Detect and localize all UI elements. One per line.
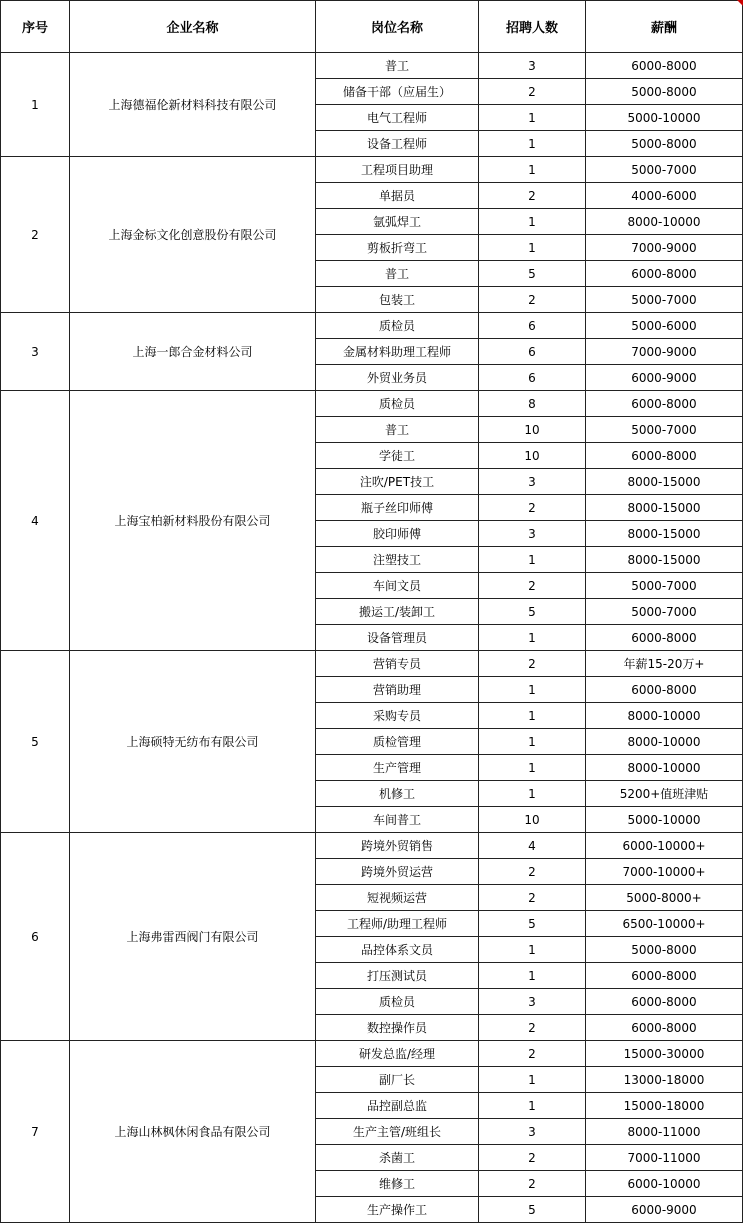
salary: 5000-7000 [586, 157, 743, 183]
headcount: 2 [479, 1145, 586, 1171]
table-row [1, 313, 743, 339]
salary: 6000-8000 [586, 391, 743, 417]
company-index: 5 [1, 651, 70, 833]
position-name: 副厂长 [316, 1067, 479, 1093]
position-name: 生产主管/班组长 [316, 1119, 479, 1145]
headcount: 5 [479, 911, 586, 937]
position-name: 搬运工/装卸工 [316, 599, 479, 625]
position-name: 瓶子丝印师傅 [316, 495, 479, 521]
headcount: 6 [479, 313, 586, 339]
position-name: 单据员 [316, 183, 479, 209]
headcount: 1 [479, 677, 586, 703]
salary: 8000-10000 [586, 755, 743, 781]
position-name: 质检员 [316, 313, 479, 339]
salary: 8000-15000 [586, 495, 743, 521]
headcount: 1 [479, 131, 586, 157]
salary: 8000-10000 [586, 703, 743, 729]
salary: 7000-9000 [586, 235, 743, 261]
position-name: 生产管理 [316, 755, 479, 781]
headcount: 1 [479, 1067, 586, 1093]
salary: 6000-8000 [586, 963, 743, 989]
company-name: 上海一郎合金材料公司 [70, 313, 316, 391]
position-name: 剪板折弯工 [316, 235, 479, 261]
headcount: 3 [479, 989, 586, 1015]
company-name: 上海弗雷西阀门有限公司 [70, 833, 316, 1041]
headcount: 2 [479, 885, 586, 911]
table-row [1, 833, 743, 859]
table-row [1, 1041, 743, 1067]
salary: 5000-7000 [586, 417, 743, 443]
headcount: 5 [479, 261, 586, 287]
company-name: 上海山林枫休闲食品有限公司 [70, 1041, 316, 1223]
headcount: 1 [479, 1093, 586, 1119]
headcount: 3 [479, 1119, 586, 1145]
headcount: 2 [479, 859, 586, 885]
position-name: 普工 [316, 53, 479, 79]
company-index: 6 [1, 833, 70, 1041]
salary: 6000-8000 [586, 261, 743, 287]
salary: 7000-9000 [586, 339, 743, 365]
position-name: 车间文员 [316, 573, 479, 599]
salary: 5000-7000 [586, 287, 743, 313]
position-name: 跨境外贸运营 [316, 859, 479, 885]
headcount: 1 [479, 235, 586, 261]
salary: 5000-10000 [586, 105, 743, 131]
header-headcount: 招聘人数 [479, 1, 586, 53]
headcount: 1 [479, 963, 586, 989]
header-salary: 薪酬 [586, 1, 743, 53]
headcount: 8 [479, 391, 586, 417]
position-name: 营销助理 [316, 677, 479, 703]
salary: 6000-8000 [586, 443, 743, 469]
company-name: 上海硕特无纺布有限公司 [70, 651, 316, 833]
salary: 4000-6000 [586, 183, 743, 209]
salary: 5000-10000 [586, 807, 743, 833]
salary: 8000-15000 [586, 547, 743, 573]
salary: 6000-8000 [586, 989, 743, 1015]
position-name: 跨境外贸销售 [316, 833, 479, 859]
salary: 6000-9000 [586, 365, 743, 391]
headcount: 5 [479, 1197, 586, 1223]
salary: 8000-10000 [586, 729, 743, 755]
headcount: 10 [479, 417, 586, 443]
position-name: 工程项目助理 [316, 157, 479, 183]
header-row [1, 1, 743, 53]
table-row [1, 651, 743, 677]
position-name: 金属材料助理工程师 [316, 339, 479, 365]
headcount: 1 [479, 209, 586, 235]
salary: 6000-8000 [586, 677, 743, 703]
headcount: 2 [479, 651, 586, 677]
position-name: 储备干部（应届生） [316, 79, 479, 105]
headcount: 1 [479, 781, 586, 807]
headcount: 5 [479, 599, 586, 625]
headcount: 6 [479, 339, 586, 365]
company-index: 4 [1, 391, 70, 651]
header-company: 企业名称 [70, 1, 316, 53]
position-name: 质检员 [316, 391, 479, 417]
salary: 5000-8000 [586, 79, 743, 105]
position-name: 普工 [316, 417, 479, 443]
salary: 5000-6000 [586, 313, 743, 339]
company-index: 3 [1, 313, 70, 391]
company-index: 1 [1, 53, 70, 157]
headcount: 3 [479, 469, 586, 495]
position-name: 胶印师傅 [316, 521, 479, 547]
salary: 6000-8000 [586, 1015, 743, 1041]
headcount: 1 [479, 755, 586, 781]
headcount: 1 [479, 105, 586, 131]
salary: 6000-8000 [586, 53, 743, 79]
headcount: 2 [479, 1041, 586, 1067]
table-row [1, 157, 743, 183]
salary: 5000-8000+ [586, 885, 743, 911]
position-name: 氩弧焊工 [316, 209, 479, 235]
salary: 15000-18000 [586, 1093, 743, 1119]
position-name: 注吹/PET技工 [316, 469, 479, 495]
position-name: 品控体系文员 [316, 937, 479, 963]
position-name: 注塑技工 [316, 547, 479, 573]
company-name: 上海金标文化创意股份有限公司 [70, 157, 316, 313]
headcount: 1 [479, 157, 586, 183]
header-index: 序号 [1, 1, 70, 53]
salary: 7000-10000+ [586, 859, 743, 885]
position-name: 短视频运营 [316, 885, 479, 911]
position-name: 电气工程师 [316, 105, 479, 131]
salary: 13000-18000 [586, 1067, 743, 1093]
salary: 6000-8000 [586, 625, 743, 651]
position-name: 研发总监/经理 [316, 1041, 479, 1067]
headcount: 1 [479, 937, 586, 963]
company-index: 2 [1, 157, 70, 313]
position-name: 杀菌工 [316, 1145, 479, 1171]
salary: 5000-7000 [586, 599, 743, 625]
company-index: 7 [1, 1041, 70, 1223]
headcount: 2 [479, 183, 586, 209]
position-name: 设备管理员 [316, 625, 479, 651]
salary: 5200+值班津贴 [586, 781, 743, 807]
salary: 8000-15000 [586, 469, 743, 495]
position-name: 工程师/助理工程师 [316, 911, 479, 937]
position-name: 生产操作工 [316, 1197, 479, 1223]
cell-comment-marker [737, 0, 743, 6]
position-name: 质检管理 [316, 729, 479, 755]
headcount: 2 [479, 1015, 586, 1041]
headcount: 10 [479, 807, 586, 833]
position-name: 质检员 [316, 989, 479, 1015]
position-name: 车间普工 [316, 807, 479, 833]
position-name: 包装工 [316, 287, 479, 313]
position-name: 数控操作员 [316, 1015, 479, 1041]
headcount: 10 [479, 443, 586, 469]
headcount: 6 [479, 365, 586, 391]
position-name: 打压测试员 [316, 963, 479, 989]
salary: 8000-15000 [586, 521, 743, 547]
table-body [1, 53, 743, 1223]
position-name: 学徒工 [316, 443, 479, 469]
company-name: 上海宝柏新材料股份有限公司 [70, 391, 316, 651]
position-name: 外贸业务员 [316, 365, 479, 391]
headcount: 1 [479, 547, 586, 573]
headcount: 2 [479, 1171, 586, 1197]
salary: 年薪15-20万+ [586, 651, 743, 677]
headcount: 1 [479, 703, 586, 729]
headcount: 3 [479, 521, 586, 547]
headcount: 1 [479, 625, 586, 651]
headcount: 2 [479, 573, 586, 599]
headcount: 4 [479, 833, 586, 859]
salary: 5000-7000 [586, 573, 743, 599]
headcount: 2 [479, 79, 586, 105]
salary: 6000-10000+ [586, 833, 743, 859]
salary: 5000-8000 [586, 131, 743, 157]
salary: 8000-10000 [586, 209, 743, 235]
salary: 8000-11000 [586, 1119, 743, 1145]
headcount: 3 [479, 53, 586, 79]
position-name: 维修工 [316, 1171, 479, 1197]
table-row [1, 53, 743, 79]
position-name: 品控副总监 [316, 1093, 479, 1119]
salary: 7000-11000 [586, 1145, 743, 1171]
position-name: 设备工程师 [316, 131, 479, 157]
position-name: 普工 [316, 261, 479, 287]
headcount: 2 [479, 287, 586, 313]
salary: 6000-9000 [586, 1197, 743, 1223]
salary: 5000-8000 [586, 937, 743, 963]
table-row [1, 391, 743, 417]
position-name: 营销专员 [316, 651, 479, 677]
headcount: 1 [479, 729, 586, 755]
salary: 15000-30000 [586, 1041, 743, 1067]
position-name: 采购专员 [316, 703, 479, 729]
salary: 6000-10000 [586, 1171, 743, 1197]
header-position: 岗位名称 [316, 1, 479, 53]
headcount: 2 [479, 495, 586, 521]
salary: 6500-10000+ [586, 911, 743, 937]
company-name: 上海德福伦新材料科技有限公司 [70, 53, 316, 157]
position-name: 机修工 [316, 781, 479, 807]
